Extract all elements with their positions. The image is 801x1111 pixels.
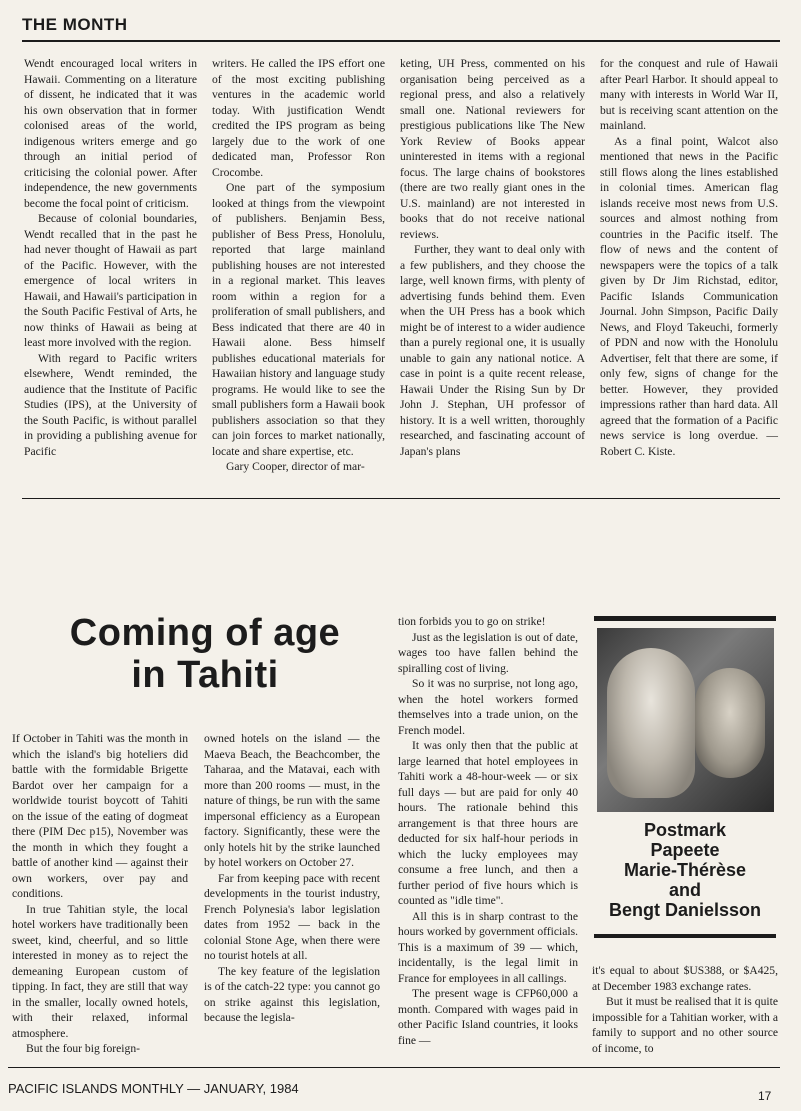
article-divider-rule [22, 498, 780, 499]
paragraph: owned hotels on the island — the Maeva Beach, the Beachcomber, the Taharaa, and the Matavai, each with more than 200 rooms — must, in the nature of things, be run with the same impersonal efficiency as a European factory. Significantly, these were the only hotels hit by the strike launched by hotel workers on October 27. [204, 732, 380, 869]
photo-man-figure [607, 648, 695, 798]
paragraph: All this is in sharp contrast to the hours worked by government officials. This is a maximum of 39 — which, incidentally, is the legal limit in France for employees in all callings. [398, 909, 578, 985]
photo-caption [592, 820, 778, 920]
top-article-column-2 [212, 56, 385, 475]
bottom-article-column-1 [12, 731, 188, 1057]
paragraph: As a final point, Walcot also mentioned that news in the Pacific still flows along the lines established in colonial times. American flag islands receive most news from U.S. sources and almost nothing from countries in the Pacific itself. The flow of news and the content of newspapers were the topics of a talk given by Dr Jim Richstad, editor, Pacific Islands Communication Journal. John Simpson, Pacific Daily News, and Floyd Takeuchi, formerly of PDN and now with the Honolulu Advertiser, felt that there are some, if only few, signs of change for the better. However, they provided impressions rather than hard data. All agreed that the formation of a Pacific news service is long overdue. — Robert C. Kiste. [600, 134, 778, 458]
caption-line-5: Bengt Danielsson [608, 900, 762, 920]
paragraph: But the four big foreign- [26, 1042, 140, 1055]
caption-line-1: Postmark [643, 820, 727, 840]
top-article-column-3 [400, 56, 585, 459]
headline-line-1: Coming of age [69, 612, 341, 654]
paragraph: The key feature of the legislation is of the catch-22 type: you cannot go on strike against this legislation, because the legisla- [204, 964, 380, 1024]
page-number: 17 [758, 1089, 772, 1103]
paragraph: With regard to Pacific writers elsewhere, Wendt reminded, the audience that the Institute of Pacific Studies (IPS), at the University of the South Pacific, is without parallel in providing a publishing avenue for Pacific [24, 351, 197, 458]
paragraph: Because of colonial boundaries, Wendt recalled that in the past he had never thought of Hawaii as part of the Pacific. However, with the emergence of local writers in Hawaii, and Hawaii's participation in the South Pacific Festival of Arts, he now thinks of Hawaii as being at least more involved with the region. [24, 212, 197, 349]
paragraph: So it was no surprise, not long ago, when the hotel workers formed themselves into a trade union, on the French model. [398, 677, 578, 737]
top-article-column-1 [24, 56, 197, 459]
caption-line-4: and [668, 880, 701, 900]
top-article-column-4 [600, 56, 778, 459]
bottom-article-column-2 [204, 731, 380, 1026]
paragraph: One part of the symposium looked at things from the viewpoint of publishers. Benjamin Bess, publisher of Bess Press, Honolulu, reported that large mainland publishing houses are not interested in a regional market. This leaves room within a region for a proliferation of small publishers, and Bess indicated that there are 40 in Hawaii alone. Bess himself publishes educational materials for Hawaiian history and language study programs. He would like to see the small publishers form a Hawaii book publishers association so that they can join forces to market nationally, locate and share expertise, etc. [212, 181, 385, 458]
bottom-article-column-4 [592, 963, 778, 1056]
headline-line-2: in Tahiti [131, 654, 279, 696]
paragraph: Far from keeping pace with recent developments in the tourist industry, French Polynesia's labor legislation dates from 1952 — back in the colonial Stone Age, when there were no tourist hotels at all. [204, 871, 380, 962]
paragraph: Gary Cooper, director of mar- [226, 460, 365, 473]
headline [30, 612, 380, 696]
photo-top-rule [594, 616, 776, 621]
paragraph: But it must be realised that it is quite impossible for a Tahitian worker, with a family to support and no other source of income, to [592, 995, 778, 1055]
paragraph: If October in Tahiti was the month in which the island's big hoteliers did battle with the formidable Brigette Bardot over her campaign for a worldwide tourist boycott of Tahiti on the issue of the eating of dogmeat there (PIM Dec p15), November was the month in which they fought a battle of another kind — against their own workers, over pay and conditions. [12, 732, 188, 900]
photo-woman-figure [695, 668, 765, 778]
paragraph: Wendt encouraged local writers in Hawaii. Commenting on a literature of dissent, he indicated that it was his own observation that in former colonised areas of the world, indigenous writers emerge and go through an initial period of criticising the colonial power. After independence, the new governments become the focal point of criticism. [24, 57, 197, 210]
portrait-photo [597, 628, 774, 812]
paragraph: Just as the legislation is out of date, wages too have fallen behind the spiralling cost of living. [398, 630, 578, 675]
paragraph: It was only then that the public at large learned that hotel employees in Tahiti work a 48-hour-week — or six full days — but are paid for only 40 hours. The rationale behind this arrangement is that three hours are deducted for six half-hour periods in which the lucky employees may consume a free lunch, and then a further period of five hours which is counted as "idle time". [398, 739, 578, 907]
paragraph: writers. He called the IPS effort one of the most exciting publishing ventures in the academic world today. With justification Wendt credited the IPS program as being largely due to the work of one dedicated man, Professor Ron Crocombe. [212, 57, 385, 179]
footer-rule [8, 1067, 780, 1068]
paragraph: for the conquest and rule of Hawaii after Pearl Harbor. It should appeal to many with interests in World War II, but is receiving scant attention on the mainland. [600, 57, 778, 132]
paragraph: keting, UH Press, commented on his organisation being perceived as a regional press, and also a relatively small one. National reviewers for prestigious publications like The New York Review of Books appear uninterested in items with a regional focus. The large chains of bookstores (there are two really giant ones in the U.S. mainland) are not interested in books that do not receive national reviews. [400, 57, 585, 241]
paragraph: The present wage is CFP60,000 a month. Compared with wages paid in other Pacific Island countries, it looks fine — [398, 987, 578, 1047]
caption-line-2: Papeete [650, 840, 720, 860]
caption-line-3: Marie-Thérèse [623, 860, 747, 880]
paragraph: In true Tahitian style, the local hotel workers have traditionally been sweet, kind, cheerful, and so little interested in money as to reject the demeaning European custom of tipping. In fact, they are still that way in the smaller, locally owned hotels, with their relaxed, informal atmosphere. [12, 902, 188, 1040]
paragraph: Further, they want to deal only with a few publishers, and they choose the large, well known firms, with plenty of advertising funds behind them. Even when the UH Press has a book which might be of interest to a wider audience than a purely regional one, it is usually unable to gain any national notice. A case in point is a quite recent release, Hawaii Under the Rising Sun by Dr John J. Stephan, UH professor of history. It is a well written, thoroughly researched, and fascinating account of Japan's plans [400, 243, 585, 458]
bottom-article-column-3 [398, 614, 578, 1048]
photo-bottom-rule [594, 934, 776, 938]
paragraph: it's equal to about $US388, or $A425, at December 1983 exchange rates. [592, 964, 778, 993]
paragraph: tion forbids you to go on strike! [398, 615, 546, 628]
section-heading: THE MONTH [22, 15, 128, 34]
header-rule [22, 40, 780, 42]
footer-publication: PACIFIC ISLANDS MONTHLY — JANUARY, 1984 [8, 1081, 299, 1096]
